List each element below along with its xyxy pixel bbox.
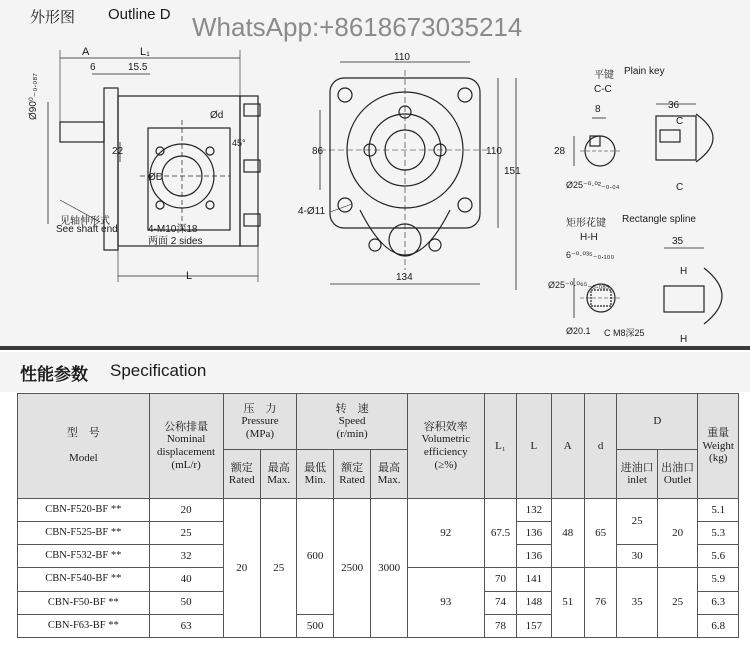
hdr-speed-rated: 额定 Rated [333, 450, 370, 498]
front-holes: 4-Ø11 [298, 206, 326, 217]
hdr-l: L [517, 394, 551, 499]
hdr-d: d [584, 394, 616, 499]
cell-volumetric-b: 93 [407, 568, 484, 638]
cell-inlet-b: 30 [617, 545, 658, 568]
hdr-model: 型 号 Model [18, 394, 150, 499]
dim-l1: L₁ [140, 46, 150, 58]
outline-title-en: Outline D [108, 6, 171, 23]
cell-a-b: 51 [551, 568, 584, 638]
cell-l1-c: 74 [484, 591, 516, 614]
plain-key-dim-28: 28 [554, 146, 566, 157]
cell-displacement: 20 [149, 498, 223, 521]
hdr-weight: 重量 Weight (kg) [698, 394, 739, 499]
spline-title-cn: 矩形花键 [566, 218, 606, 229]
shaft-note-cn: 见轴伸形式 [60, 216, 110, 227]
cell-outlet-b: 25 [657, 568, 698, 638]
cell-displacement: 32 [149, 545, 223, 568]
hdr-speed-max: 最高 Max. [371, 450, 407, 498]
cell-l: 136 [517, 545, 551, 568]
hdr-pressure: 压 力 Pressure (MPa) [223, 394, 297, 450]
plain-key-dia25: Ø25⁻⁰·⁰²₋₀.₀₄ [566, 180, 620, 190]
spline-h-bottom: H [680, 334, 688, 345]
rear-cover [240, 96, 258, 246]
spline-dia25: Ø25⁻⁰·⁰⁶⁵₋₀.₀₈₅ [548, 280, 610, 290]
holes-sides-note: 两面 2 sides [148, 236, 203, 247]
cell-rated-pressure: 20 [223, 498, 260, 637]
outline-title-cn: 外形图 [30, 9, 76, 26]
front-dim-151: 151 [504, 166, 521, 177]
hdr-volumetric: 容积效率 Volumetric efficiency (≥%) [407, 394, 484, 499]
front-dim-top: 110 [394, 52, 410, 63]
hdr-a: A [551, 394, 584, 499]
hdr-press-rated: 额定 Rated [223, 450, 260, 498]
cell-displacement: 63 [149, 614, 223, 637]
spline-dim-35: 35 [672, 236, 684, 247]
dim-6: 6 [90, 62, 96, 73]
cell-l1-b: 70 [484, 568, 516, 591]
cell-l: 148 [517, 591, 551, 614]
table-row-model: CBN-F63-BF ** [18, 614, 150, 637]
cell-d-a: 65 [584, 498, 616, 568]
front-dim-134: 134 [396, 272, 413, 283]
cell-l: 136 [517, 522, 551, 545]
spec-title-cn: 性能参数 [20, 365, 88, 384]
cell-weight: 6.8 [698, 614, 739, 637]
front-dim-110: 110 [486, 146, 502, 157]
plain-key-title-en: Plain key [624, 66, 665, 77]
cell-d-b: 76 [584, 568, 616, 638]
holes-note: 4-M10深18 [148, 224, 198, 235]
cell-l: 141 [517, 568, 551, 591]
table-row-model: CBN-F50-BF ** [18, 591, 150, 614]
cell-weight: 5.6 [698, 545, 739, 568]
plain-key-c-top: C [676, 116, 684, 127]
table-row-model: CBN-F532-BF ** [18, 545, 150, 568]
shaft-note-en: See shaft end [56, 224, 118, 235]
dim-22: 22 [112, 146, 124, 157]
cell-displacement: 25 [149, 522, 223, 545]
section-divider [0, 346, 750, 350]
spline-section-label: H-H [580, 232, 598, 243]
cell-min-speed-a: 600 [297, 498, 333, 614]
cell-a-a: 48 [551, 498, 584, 568]
hdr-speed: 转 速 Speed (r/min) [297, 394, 407, 450]
cell-outlet-a: 20 [657, 498, 698, 568]
hdr-l1: L₁ [484, 394, 516, 499]
cell-inlet-a: 25 [617, 498, 658, 544]
hdr-inlet: 进油口 inlet [617, 450, 658, 498]
spline-cm8: C M8深25 [604, 328, 645, 338]
hdr-D: D [617, 394, 698, 450]
plain-key-c-bottom: C [676, 182, 684, 193]
spline-tol6: 6⁻⁰·⁰³⁵₋₀.₁₀₀ [566, 250, 615, 260]
dim-dia90: Ø90⁰₋₀.₀₈₇ [28, 73, 39, 120]
cell-weight: 5.9 [698, 568, 739, 591]
shaft-end [60, 122, 104, 142]
cell-weight: 5.3 [698, 522, 739, 545]
cell-l: 157 [517, 614, 551, 637]
dim-l: L [186, 270, 193, 282]
spline-title-en: Rectangle spline [622, 214, 696, 225]
plain-key-dim-36: 36 [668, 100, 680, 111]
spec-table [17, 393, 739, 638]
cell-weight: 5.1 [698, 498, 739, 521]
cell-max-speed: 3000 [371, 498, 407, 637]
dim-angle: 45° [232, 138, 246, 148]
watermark: WhatsApp:+8618673035214 [192, 12, 523, 42]
table-row-model: CBN-F540-BF ** [18, 568, 150, 591]
cell-weight: 6.3 [698, 591, 739, 614]
table-row-model: CBN-F520-BF ** [18, 498, 150, 521]
plain-key-dim-8: 8 [595, 104, 601, 115]
cell-min-speed-b: 500 [297, 614, 333, 637]
cell-displacement: 40 [149, 568, 223, 591]
cell-l: 132 [517, 498, 551, 521]
dim-a: A [82, 46, 90, 58]
cell-rated-speed: 2500 [333, 498, 370, 637]
cell-inlet-c: 35 [617, 568, 658, 638]
dim-D: ØD [148, 172, 163, 183]
spline-h-top: H [680, 266, 688, 277]
hdr-displacement: 公称排量 Nominal displacement (mL/r) [149, 394, 223, 499]
dim-15-5: 15.5 [128, 62, 148, 73]
cell-l1-a: 67.5 [484, 498, 516, 568]
cell-max-pressure: 25 [260, 498, 296, 637]
spec-title-en: Specification [110, 361, 207, 380]
hdr-outlet: 出油口 Outlet [657, 450, 698, 498]
cell-displacement: 50 [149, 591, 223, 614]
plain-key-title-cn: 平键 [594, 70, 614, 81]
hdr-speed-min: 最低 Min. [297, 450, 333, 498]
spline-shaft [664, 286, 704, 312]
cell-l1-d: 78 [484, 614, 516, 637]
hdr-press-max: 最高 Max. [260, 450, 296, 498]
plain-key-section-label: C-C [594, 84, 612, 95]
cell-volumetric-a: 92 [407, 498, 484, 568]
front-dim-86: 86 [312, 146, 324, 157]
table-row-model: CBN-F525-BF ** [18, 522, 150, 545]
dim-d: Ød [210, 110, 224, 121]
spline-dia201: Ø20.1 [566, 326, 591, 336]
